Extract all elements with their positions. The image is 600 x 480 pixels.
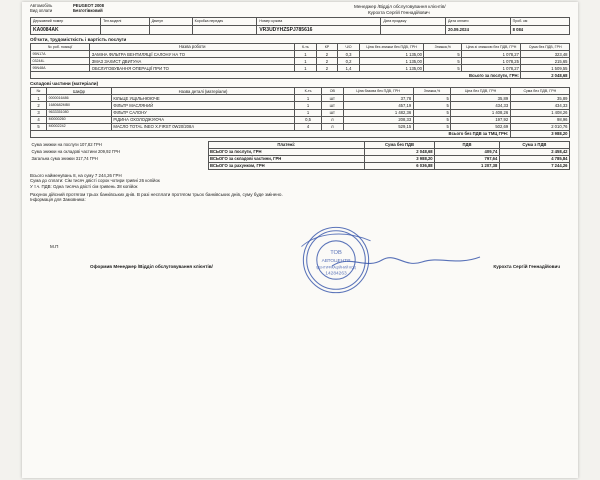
part-unit: л: [322, 116, 344, 123]
works-col-sum: Сума без ПДВ, ГРН: [521, 43, 570, 50]
sale-date-value: [381, 25, 446, 34]
work-name: ЗМАЗ ЗАХИСТ ДВИГУНА: [90, 58, 295, 65]
payment-spacer: [30, 162, 208, 169]
part-name: РІДИНА ОХОЛОДЖУЮЧА: [111, 116, 294, 123]
parts-total-label: Всього без ПДВ за ТМЦ ГРН:: [31, 130, 511, 137]
part-discount: 5: [413, 116, 451, 123]
table-total-row: [31, 72, 570, 79]
work-qty: 1: [295, 65, 317, 72]
bank-validity-note: Рахунок дійсний протягом трьох банківських днів. В разі несплати протягом трьох банківських днів, суму буде змінено.: [30, 191, 283, 197]
part-price: 35,89: [451, 95, 510, 102]
payment-type-row: [30, 9, 343, 14]
parts-col-n: №: [31, 88, 47, 95]
manager-title: Менеджер /Відділ обслуговування клієнтів/: [354, 4, 446, 9]
summary-amount-words: Сума до сплати: Сім тисяч двісті сорок чотири гривні 26 копійок: [30, 178, 160, 184]
work-code: 03244L: [31, 58, 90, 65]
document-header: [30, 4, 570, 16]
part-base-price: 37,78: [343, 95, 413, 102]
vehicle-value: PEUGEOT 2008: [73, 3, 104, 8]
payment-row-without-vat: 2 048,68: [364, 148, 434, 155]
work-discount: 5: [424, 65, 462, 72]
table-row: [30, 155, 570, 162]
table-row: [31, 116, 570, 123]
parts-col-code: Шифр: [47, 88, 112, 95]
works-col-price-disc: Ціна зі знижкою без ПДВ, ГРН: [462, 43, 521, 50]
table-row: [31, 58, 570, 65]
parts-col-sum: Сума без ПДВ, ГРН: [510, 88, 569, 95]
part-base-price: 457,19: [343, 102, 413, 109]
works-col-code: № роб. позиції: [31, 43, 90, 50]
work-name: ЗАМІНА ФІЛЬТРА ВЕНТИЛЯЦІЇ САЛОНУ НА ТО: [90, 51, 295, 58]
part-sum: 2 010,76: [510, 123, 569, 130]
work-price-disc: 1 078,25: [462, 58, 521, 65]
work-qty: 1: [295, 51, 317, 58]
table-row: [31, 65, 570, 72]
parts-col-base: Ціна базова без ПДВ, ГРН: [343, 88, 413, 95]
work-kr: 2: [316, 65, 338, 72]
part-code: M0002242: [47, 123, 112, 130]
payments-col-vat: ПДВ: [435, 141, 500, 148]
parts-col-ov: ОВ: [322, 88, 344, 95]
col-pay-date-header: Дата оплати: [445, 18, 510, 25]
table-row: [31, 18, 570, 25]
part-code: 1680682МВ0: [47, 102, 112, 109]
part-base-price: 208,33: [343, 116, 413, 123]
part-sum: 35,89: [510, 95, 569, 102]
works-section-title: Об'єкти, трудомісткість і вартість послуги: [30, 36, 127, 42]
payment-summary-table: [30, 141, 570, 170]
part-discount: 5: [413, 109, 451, 116]
payment-row-with-vat: 2 458,42: [499, 148, 569, 155]
part-qty: 0,5: [295, 116, 322, 123]
gearbox-value: [192, 25, 257, 34]
signer-title: Оформив Менеджер /Відділ обслуговування клієнтів/: [90, 264, 213, 270]
payment-row-label: ВСЬОГО за складові частини, ГРН: [208, 155, 364, 162]
payment-row-without-vat: 6 036,88: [364, 162, 434, 169]
part-code: 0000016486: [47, 95, 112, 102]
work-sum: 323,48: [521, 51, 570, 58]
parts-col-name: Назва деталі (матеріали): [111, 88, 294, 95]
stamp-place-label: М.П: [50, 244, 59, 250]
table-header-row: [31, 43, 570, 50]
work-name: ОБСЛУГОВУВАННЯ ОПЕРАЦІЇ ПРИ ТО: [90, 65, 295, 72]
customer-info-label: Інформація для Замовника:: [30, 197, 86, 203]
discount-services-note: Сума знижки на послуги 107,82 ГРН: [31, 142, 102, 148]
part-unit: шт: [322, 95, 344, 102]
part-code: M0000260: [47, 116, 112, 123]
part-index: 1: [31, 95, 47, 102]
work-cho: 0,3: [338, 51, 360, 58]
part-unit: л: [322, 123, 344, 130]
parts-col-discount: Знижка,%: [413, 88, 451, 95]
works-total-label: Всього за послуги, ГРН:: [31, 72, 521, 79]
mileage-value: 8 084: [510, 25, 569, 34]
work-kr: 2: [316, 51, 338, 58]
part-index: 3: [31, 109, 47, 116]
discount-parts-note: Сума знижки на складові частини 209,92 ГРН: [31, 149, 121, 155]
part-unit: шт: [322, 109, 344, 116]
work-price: 1 135,00: [359, 58, 424, 65]
work-cho: 0,2: [338, 58, 360, 65]
part-discount: 5: [413, 95, 451, 102]
payment-type-value: Безготівковий: [73, 8, 103, 14]
model-value: [101, 25, 150, 34]
table-header-row: [31, 88, 570, 95]
svg-text:ТОВ: ТОВ: [330, 250, 342, 257]
part-qty: 4: [295, 123, 322, 130]
col-vin-header: Номер кузова: [257, 18, 381, 25]
work-price-disc: 1 078,27: [462, 65, 521, 72]
part-unit: шт: [322, 102, 344, 109]
part-name: ФІЛЬТР МАСЛЯНИЙ: [111, 102, 294, 109]
part-price: 197,92: [451, 116, 510, 123]
table-row: [31, 51, 570, 58]
svg-text:ІДЕНТИФІКАЦІЙНИЙ КОД: ІДЕНТИФІКАЦІЙНИЙ КОД: [316, 265, 356, 270]
work-price: 1 135,00: [359, 51, 424, 58]
part-base-price: 529,15: [343, 123, 413, 130]
work-cho: 1,4: [338, 65, 360, 72]
work-code: 95N48A: [31, 65, 90, 72]
vin-value: VR3UDYHZSPJ785616: [257, 25, 381, 34]
invoice-document: [30, 4, 570, 300]
work-kr: 2: [316, 58, 338, 65]
part-name: МАСЛО TOTAL INEO X.FIRST 0W20/208л: [111, 123, 294, 130]
payment-type-label: Вид оплати: [30, 8, 53, 14]
payment-row-vat: 1 207,38: [435, 162, 500, 169]
invoice-sheet: [22, 2, 578, 478]
signature-row: [90, 264, 560, 269]
work-price-disc: 1 078,27: [462, 51, 521, 58]
vehicle-identification-table: [30, 17, 570, 34]
svg-text:14284263: 14284263: [325, 271, 347, 277]
work-sum: 215,65: [521, 58, 570, 65]
part-name: КІЛЬЦЕ УЩІЛЬНЮЮЧЕ: [111, 95, 294, 102]
summary-block: [30, 173, 570, 189]
table-total-row: [31, 130, 570, 137]
part-price: 502,69: [451, 123, 510, 130]
signer-name: Курохта Сергій Геннадійович: [493, 264, 560, 270]
work-discount: 5: [424, 51, 462, 58]
col-plate-header: Державний номер: [31, 18, 101, 25]
vehicle-info: [30, 4, 343, 15]
works-table: [30, 43, 570, 79]
parts-total-value: 3 988,20: [510, 130, 569, 137]
summary-total-items: Всього найменувань 8, на суму 7 244,26 ГРН: [30, 172, 122, 178]
table-row: [31, 25, 570, 34]
works-col-discount: Знижка,%: [424, 43, 462, 50]
parts-col-price: Ціна без ПДВ, ГРН: [451, 88, 510, 95]
pay-date-value: 20.09.2024: [445, 25, 510, 34]
work-sum: 1 509,55: [521, 65, 570, 72]
parts-table: [30, 87, 570, 137]
part-sum: 98,96: [510, 116, 569, 123]
part-qty: 1: [295, 102, 322, 109]
vehicle-label: Автомобіль: [30, 3, 53, 8]
part-price: 434,33: [451, 102, 510, 109]
svg-text:АВТОЦЕНТР: АВТОЦЕНТР: [321, 259, 351, 265]
col-sale-date-header: Дата продажу: [381, 18, 446, 25]
table-row: [31, 102, 570, 109]
payments-col-with-vat: Сума з ПДВ: [499, 141, 569, 148]
col-model-header: Тел.моделі: [101, 18, 150, 25]
part-code: 9633351080: [47, 109, 112, 116]
part-discount: 5: [413, 102, 451, 109]
payment-row-with-vat: 4 785,84: [499, 155, 569, 162]
col-engine-header: Двигун: [149, 18, 192, 25]
col-mileage-header: Проб. км: [510, 18, 569, 25]
works-col-kr: КР: [316, 43, 338, 50]
works-col-price: Ціна без знижки без ПДВ, ГРН: [359, 43, 424, 50]
table-header-row: [30, 141, 570, 148]
table-row: [31, 123, 570, 130]
payment-row-vat: 797,64: [435, 155, 500, 162]
table-row: [31, 109, 570, 116]
work-code: 95N17A: [31, 51, 90, 58]
discount-total-note: Загальна сума знижки 317,74 ГРН: [31, 156, 98, 162]
summary-vat-words: У т.ч. ПДВ: Одна тисяча двісті сім гривень 38 копійок: [30, 183, 138, 189]
work-price: 1 135,00: [359, 65, 424, 72]
work-discount: 5: [424, 58, 462, 65]
works-col-qty: К-ть: [295, 43, 317, 50]
part-sum: 434,33: [510, 102, 569, 109]
part-name: ФІЛЬТР САЛОНУ: [111, 109, 294, 116]
payment-row-vat: 409,74: [435, 148, 500, 155]
works-col-cho: Ч/О: [338, 43, 360, 50]
payment-row-label: ВСЬОГО за послуги, ГРН: [208, 148, 364, 155]
part-qty: 1: [295, 95, 322, 102]
part-price: 1 408,26: [451, 109, 510, 116]
engine-value: [149, 25, 192, 34]
payments-col-label: Платежі:: [208, 141, 364, 148]
col-gearbox-header: Коробка передач: [192, 18, 257, 25]
part-index: 5: [31, 123, 47, 130]
payment-row-label: ВСЬОГО за рахунком, ГРН: [208, 162, 364, 169]
manager-name: Курохта Сергій Геннадійович: [368, 10, 430, 16]
payment-row-without-vat: 3 988,20: [364, 155, 434, 162]
parts-section-title: Складові частини (матеріали): [30, 81, 99, 87]
part-discount: 5: [413, 123, 451, 130]
manager-block: [354, 4, 570, 16]
signature-area: [30, 204, 570, 300]
table-row: [30, 162, 570, 169]
plate-value: KA0084AK: [31, 25, 101, 34]
payment-row-with-vat: 7 244,26: [499, 162, 569, 169]
parts-col-qty: К-ть: [295, 88, 322, 95]
table-row: [30, 148, 570, 155]
part-index: 4: [31, 116, 47, 123]
payments-col-without-vat: Сума без ПДВ: [364, 141, 434, 148]
works-total-value: 2 048,68: [521, 72, 570, 79]
part-base-price: 1 482,36: [343, 109, 413, 116]
part-index: 2: [31, 102, 47, 109]
part-qty: 1: [295, 109, 322, 116]
work-qty: 1: [295, 58, 317, 65]
works-col-name: Назва роботи: [90, 43, 295, 50]
part-sum: 1 408,26: [510, 109, 569, 116]
table-row: [31, 95, 570, 102]
